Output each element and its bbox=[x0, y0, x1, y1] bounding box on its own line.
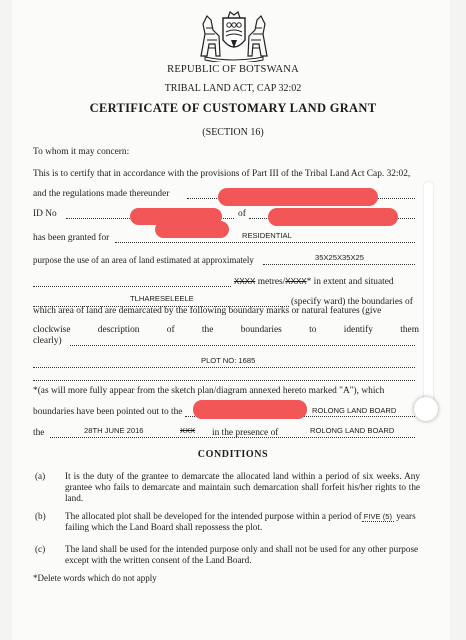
metres-strike: XXXX bbox=[234, 277, 256, 286]
granted-value: RESIDENTIAL bbox=[242, 231, 292, 240]
extent-text: * in extent and situated bbox=[306, 277, 394, 287]
redaction-mark bbox=[155, 221, 229, 238]
metres-text: metres/ bbox=[257, 277, 286, 287]
condition-b-text-after: years failing which the Land Board shall repossess the plot. bbox=[65, 511, 416, 532]
metres-fill-line bbox=[33, 286, 231, 287]
of-label: of bbox=[238, 209, 246, 219]
hectares-strike: XXXX bbox=[285, 277, 307, 286]
metres-line bbox=[234, 276, 394, 288]
condition-b-text-before: The allocated plot shall be developed for the intended purpose within a period of bbox=[65, 511, 362, 521]
condition-b-period-value: FIVE (5) bbox=[363, 512, 392, 521]
clearly-text: clearly) bbox=[33, 336, 62, 346]
scrollbar-track[interactable] bbox=[424, 182, 433, 412]
condition-a-text: It is the duty of the grantee to demarcate the allocated land within a period of six weeks. Any grantee who fails to demarcate and maintain such demarcation shall forfeit his/her rights to the land. bbox=[65, 471, 420, 503]
ward-value: TLHARESELEELE bbox=[130, 294, 194, 303]
conditions-heading: CONDITIONS bbox=[197, 449, 269, 460]
boundary-marks-text: which area of land are demarcated by the following boundary marks or natural features (give bbox=[33, 306, 382, 316]
granted-label: has been granted for bbox=[33, 233, 110, 243]
act-heading: TRIBAL LAND ACT, CAP 32:02 bbox=[164, 83, 302, 94]
botswana-coat-of-arms-icon bbox=[193, 6, 275, 62]
section-heading: (SECTION 16) bbox=[202, 127, 264, 138]
blank-fill-line bbox=[33, 380, 415, 381]
condition-b-label: (b) bbox=[35, 511, 46, 521]
clockwise-text: clockwise description of the boundaries to identify them bbox=[33, 325, 419, 335]
certify-line: This is to certify that in accordance with the provisions of Part III of the Tribal Land Act Cap. 32:02, bbox=[33, 169, 411, 179]
area-value: 35X25X35X25 bbox=[315, 253, 364, 262]
pointed-out-text: boundaries have been pointed out to the bbox=[33, 407, 183, 417]
redaction-mark bbox=[268, 208, 398, 226]
condition-c-text: The land shall be used for the intended purpose only and shall not be used for any other purpose except with the written consent of the Land Board. bbox=[65, 544, 419, 565]
id-label: ID No bbox=[33, 209, 57, 219]
presence-value: ROLONG LAND BOARD bbox=[310, 426, 395, 435]
plot-fill-line bbox=[33, 367, 415, 368]
purpose-fill-line bbox=[263, 264, 415, 265]
presence-label: in the presence of bbox=[212, 428, 279, 438]
scrollbar-thumb[interactable] bbox=[414, 397, 438, 421]
condition-b-text bbox=[65, 511, 423, 533]
certificate-title: CERTIFICATE OF CUSTOMARY LAND GRANT bbox=[89, 101, 377, 115]
footnote: *Delete words which do not apply bbox=[33, 573, 157, 583]
granted-fill-line bbox=[115, 242, 415, 243]
republic-heading: REPUBLIC OF BOTSWANA bbox=[167, 64, 299, 75]
the-label: the bbox=[33, 428, 45, 438]
clearly-fill-line bbox=[70, 345, 415, 346]
condition-a-label: (a) bbox=[35, 471, 46, 481]
salutation: To whom it may concern: bbox=[33, 147, 130, 157]
redaction-mark bbox=[193, 400, 307, 419]
board-value: ROLONG LAND BOARD bbox=[312, 406, 397, 415]
sketch-line: *(as will more fully appear from the sketch plan/diagram annexed hereto marked "A"), which bbox=[33, 386, 385, 396]
condition-c-label: (c) bbox=[35, 544, 46, 554]
grant-date: 28TH JUNE 2016 bbox=[84, 426, 144, 435]
redaction-mark bbox=[218, 188, 378, 206]
plot-number: PLOT NO: 1685 bbox=[201, 356, 256, 365]
purpose-label: purpose the use of an area of land estimated at approximately bbox=[33, 255, 254, 265]
specify-ward-text: (specify ward) the boundaries of bbox=[291, 297, 413, 307]
regulations-line: and the regulations made thereunder bbox=[33, 189, 170, 199]
year-strike: XXX bbox=[180, 426, 196, 435]
